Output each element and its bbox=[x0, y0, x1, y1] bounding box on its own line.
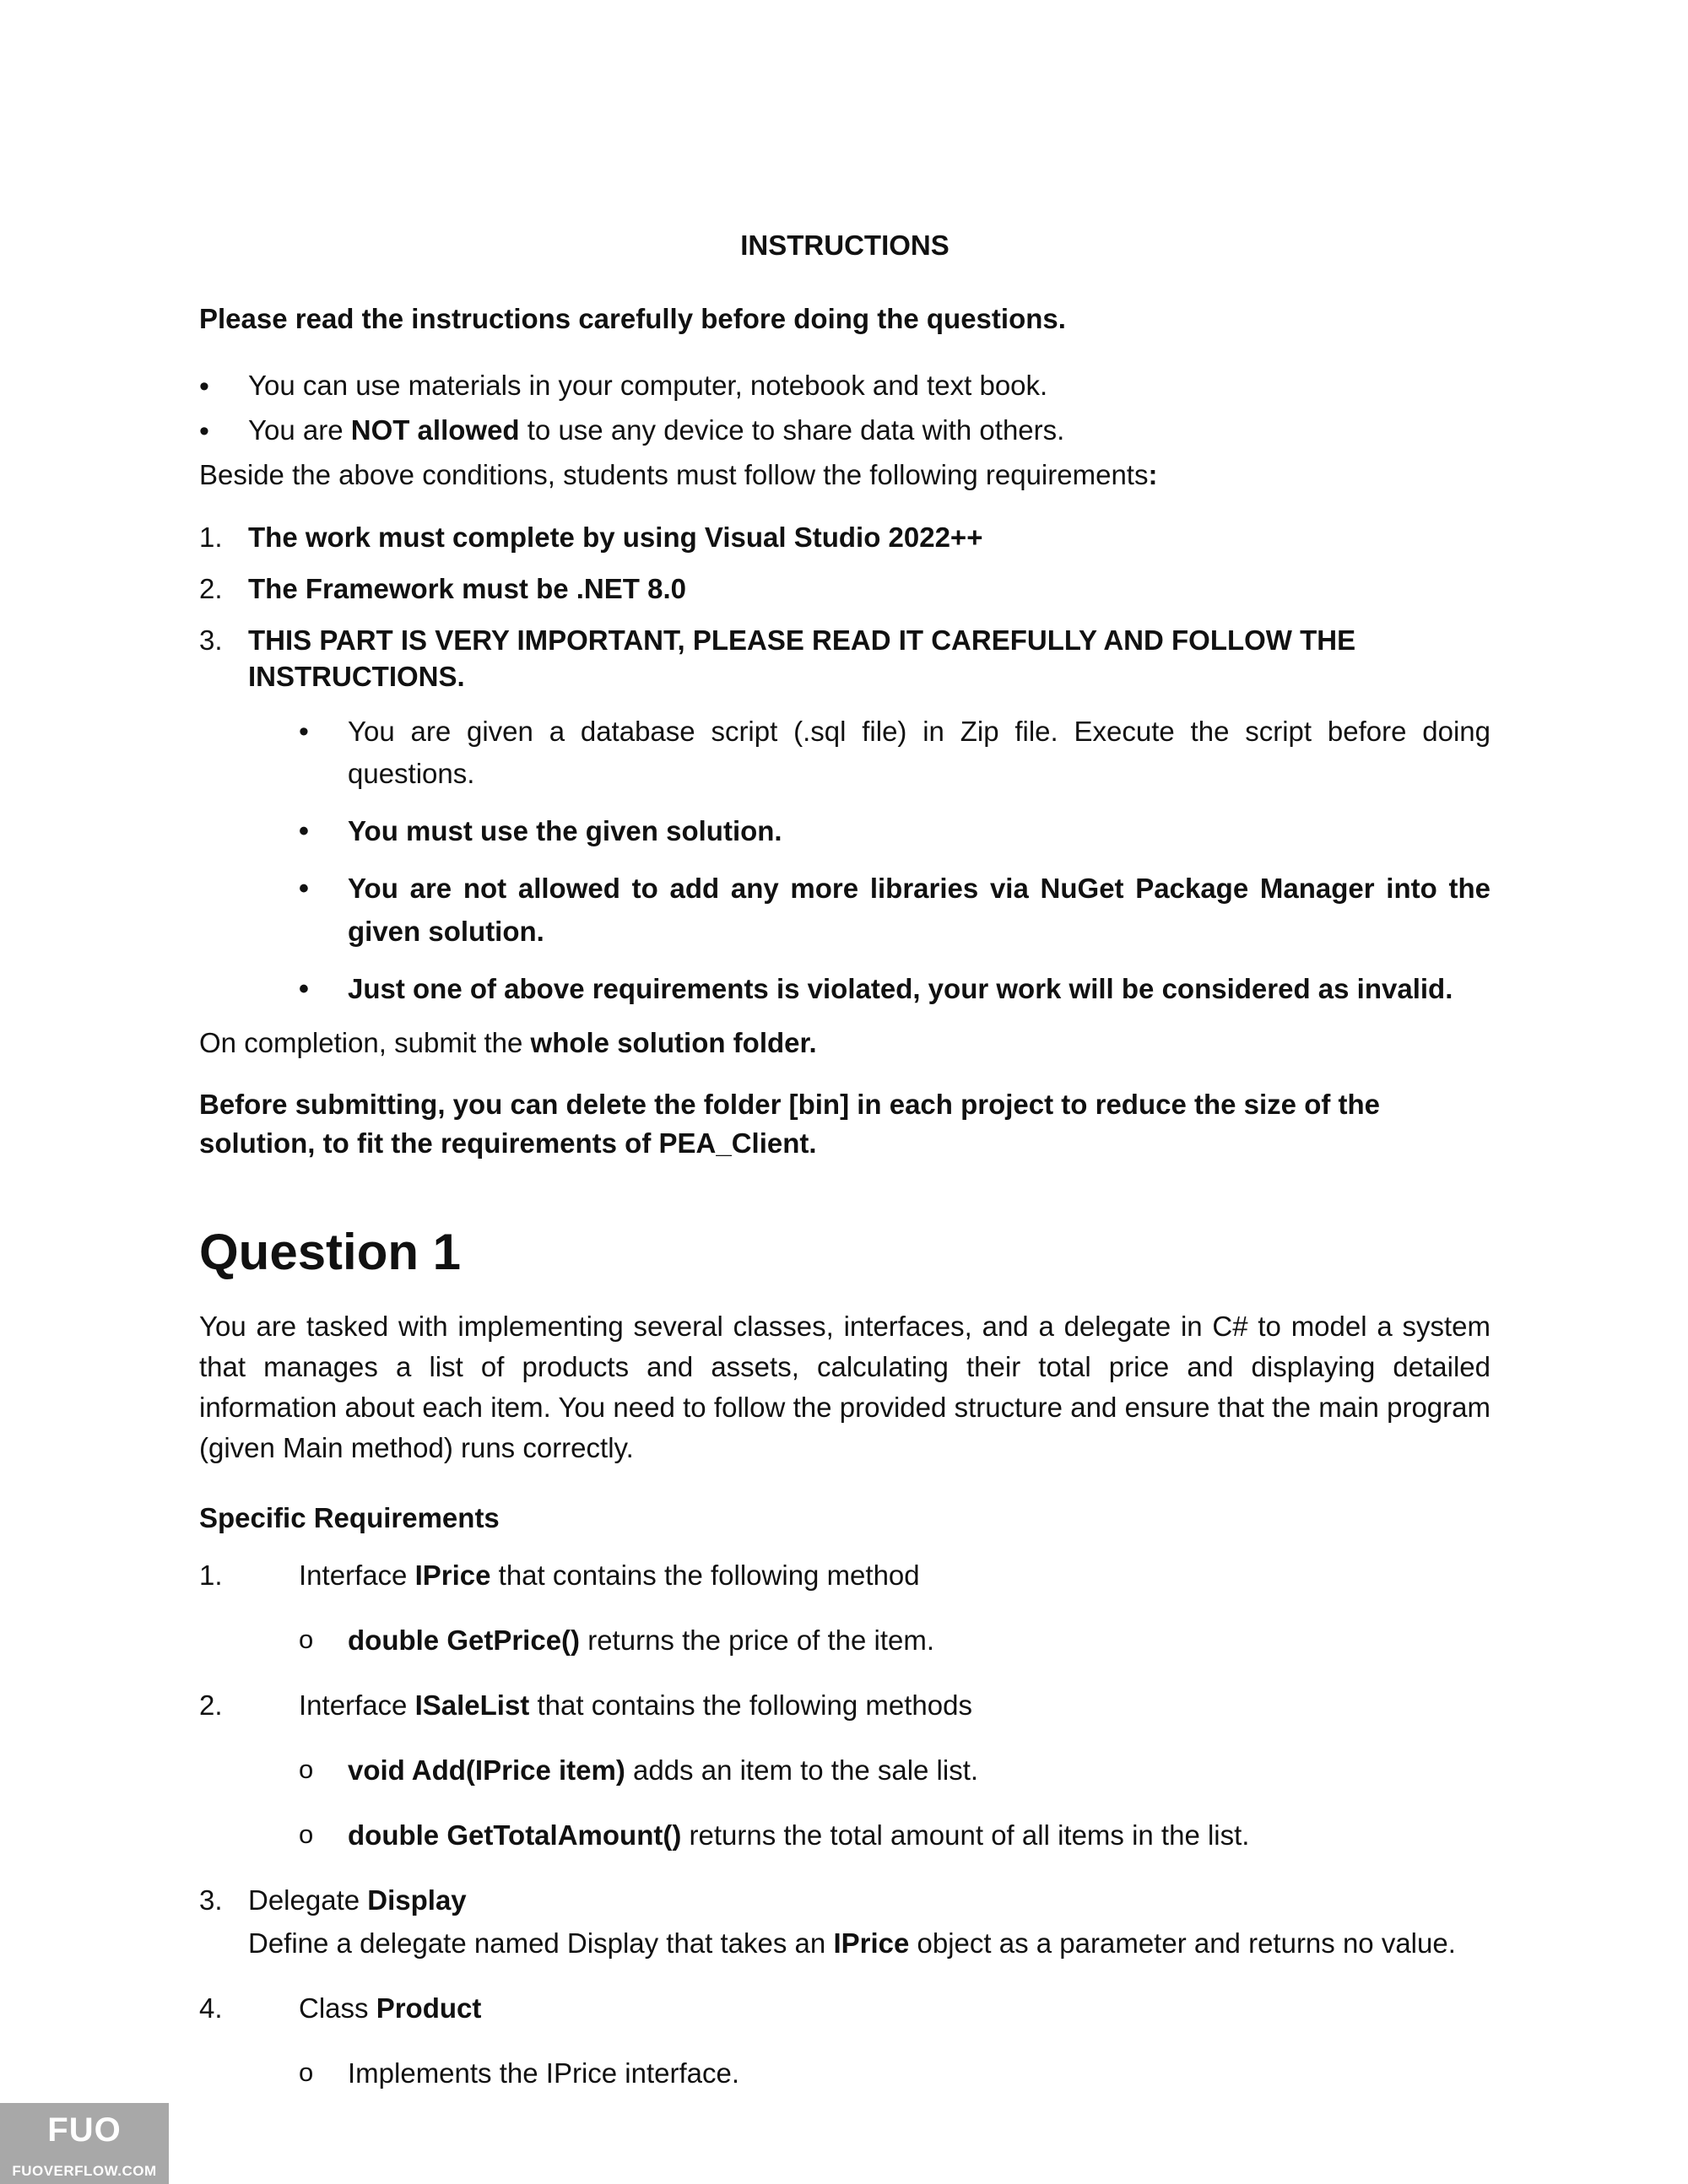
completion-pre: On completion, submit the bbox=[199, 1026, 531, 1058]
spec-number: 3. bbox=[199, 1884, 223, 1916]
method-description: Implements the IPrice interface. bbox=[348, 2057, 740, 2089]
requirement-item bbox=[199, 623, 1491, 695]
sub-requirement-item: • You are not allowed to add any more libraries via NuGet Package Manager into the given solution. bbox=[199, 868, 1491, 952]
spec-bold: Product bbox=[376, 1992, 482, 2024]
requirement-number: 2. bbox=[199, 573, 223, 605]
method-description: returns the total amount of all items in the list. bbox=[681, 1819, 1250, 1852]
spec-item bbox=[199, 1883, 1491, 1919]
rule-item bbox=[199, 368, 1491, 404]
spec-number: 1. bbox=[199, 1560, 223, 1592]
delegate-description bbox=[199, 1926, 1491, 1962]
completion-bold: whole solution folder. bbox=[530, 1026, 817, 1058]
conditions-body: Beside the above conditions, students must follow the following requirements bbox=[199, 458, 1149, 490]
rule-text-bold: NOT allowed bbox=[350, 414, 520, 446]
method-item bbox=[199, 2056, 1491, 2092]
document-page bbox=[199, 228, 1491, 2121]
rule-text-pre: You are bbox=[248, 414, 351, 446]
method-description: returns the price of the item. bbox=[580, 1624, 935, 1657]
spec-post: that contains the following methods bbox=[529, 1689, 972, 1722]
fuoverflow-watermark-logo bbox=[0, 2103, 169, 2184]
delegate-pre: Define a delegate named Display that takes an bbox=[248, 1927, 834, 1959]
conditions-colon: : bbox=[1148, 458, 1158, 490]
delegate-post: object as a parameter and returns no value. bbox=[909, 1927, 1456, 1959]
method-signature: double GetTotalAmount() bbox=[348, 1819, 682, 1852]
sub-requirement-item: • You are given a database script (.sql file) in Zip file. Execute the script before doing questions. bbox=[199, 711, 1491, 795]
rule-text: You can use materials in your computer, notebook and text book. bbox=[248, 369, 1048, 401]
spec-post: that contains the following method bbox=[490, 1560, 920, 1592]
spec-number: 4. bbox=[199, 1992, 223, 2024]
watermark-mark: FUO bbox=[47, 2111, 122, 2149]
question-heading: Question 1 bbox=[199, 1224, 462, 1281]
method-signature: double GetPrice() bbox=[348, 1624, 581, 1657]
question-intro: You are tasked with implementing several classes, interfaces, and a delegate in C# to model a system that manages a list of products and assets, calculating their total price and displaying detailed information about each item. You need to follow the provided structure and ensure that the main program (given Main method) runs correctly. bbox=[199, 1311, 1491, 1463]
delegate-bold: IPrice bbox=[833, 1927, 910, 1959]
sub-requirement-item: • You must use the given solution. bbox=[199, 810, 1491, 852]
rules-list bbox=[199, 368, 1491, 449]
requirements-list bbox=[199, 520, 1491, 695]
spec-item bbox=[199, 1991, 1491, 2027]
watermark-site: FUOVERFLOW.COM bbox=[12, 2163, 157, 2179]
method-item bbox=[199, 1623, 1491, 1659]
rule-item bbox=[199, 413, 1491, 449]
requirement-text: The work must complete by using Visual Studio 2022++ bbox=[248, 522, 983, 554]
spec-pre: Delegate bbox=[248, 1884, 368, 1916]
spec-item bbox=[199, 1558, 1491, 1594]
spec-item bbox=[199, 1688, 1491, 1724]
requirement-text: THIS PART IS VERY IMPORTANT, PLEASE READ IT CAREFULLY AND FOLLOW THE INSTRUCTIONS. bbox=[248, 624, 1356, 693]
requirement-number: 3. bbox=[199, 624, 223, 657]
circle-bullet: o bbox=[299, 1819, 314, 1850]
method-item bbox=[199, 1818, 1491, 1854]
spec-bold: ISaleList bbox=[414, 1689, 530, 1722]
before-submitting-note: Before submitting, you can delete the folder [bin] in each project to reduce the size of the solution, to fit the requirements of PEA_Client. bbox=[199, 1088, 1381, 1160]
sub-requirements-list bbox=[199, 711, 1491, 1010]
spec-bold: Display bbox=[367, 1884, 467, 1916]
spec-pre: Interface bbox=[299, 1560, 415, 1592]
spec-pre: Class bbox=[299, 1992, 376, 2024]
spec-pre: Interface bbox=[299, 1689, 415, 1722]
sub-requirement-item: • Just one of above requirements is violated, your work will be considered as invalid. bbox=[199, 968, 1491, 1010]
requirement-item bbox=[199, 571, 1491, 608]
circle-bullet: o bbox=[299, 1754, 314, 1785]
spec-bold: IPrice bbox=[414, 1560, 491, 1592]
method-description: adds an item to the sale list. bbox=[625, 1754, 979, 1787]
spec-number: 2. bbox=[199, 1689, 223, 1722]
method-signature: void Add(IPrice item) bbox=[348, 1754, 625, 1787]
method-item bbox=[199, 1753, 1491, 1789]
circle-bullet: o bbox=[299, 2057, 314, 2087]
requirement-number: 1. bbox=[199, 522, 223, 554]
circle-bullet: o bbox=[299, 1624, 314, 1655]
specific-requirements-title: Specific Requirements bbox=[199, 1501, 500, 1533]
conditions-text bbox=[199, 457, 1491, 494]
requirement-item bbox=[199, 520, 1491, 556]
requirement-text: The Framework must be .NET 8.0 bbox=[248, 573, 686, 605]
instructions-title: INSTRUCTIONS bbox=[740, 230, 950, 261]
rule-text-post: to use any device to share data with others. bbox=[519, 414, 1065, 446]
lead-instruction: Please read the instructions carefully before doing the questions. bbox=[199, 302, 1066, 334]
completion-text bbox=[199, 1025, 1491, 1062]
